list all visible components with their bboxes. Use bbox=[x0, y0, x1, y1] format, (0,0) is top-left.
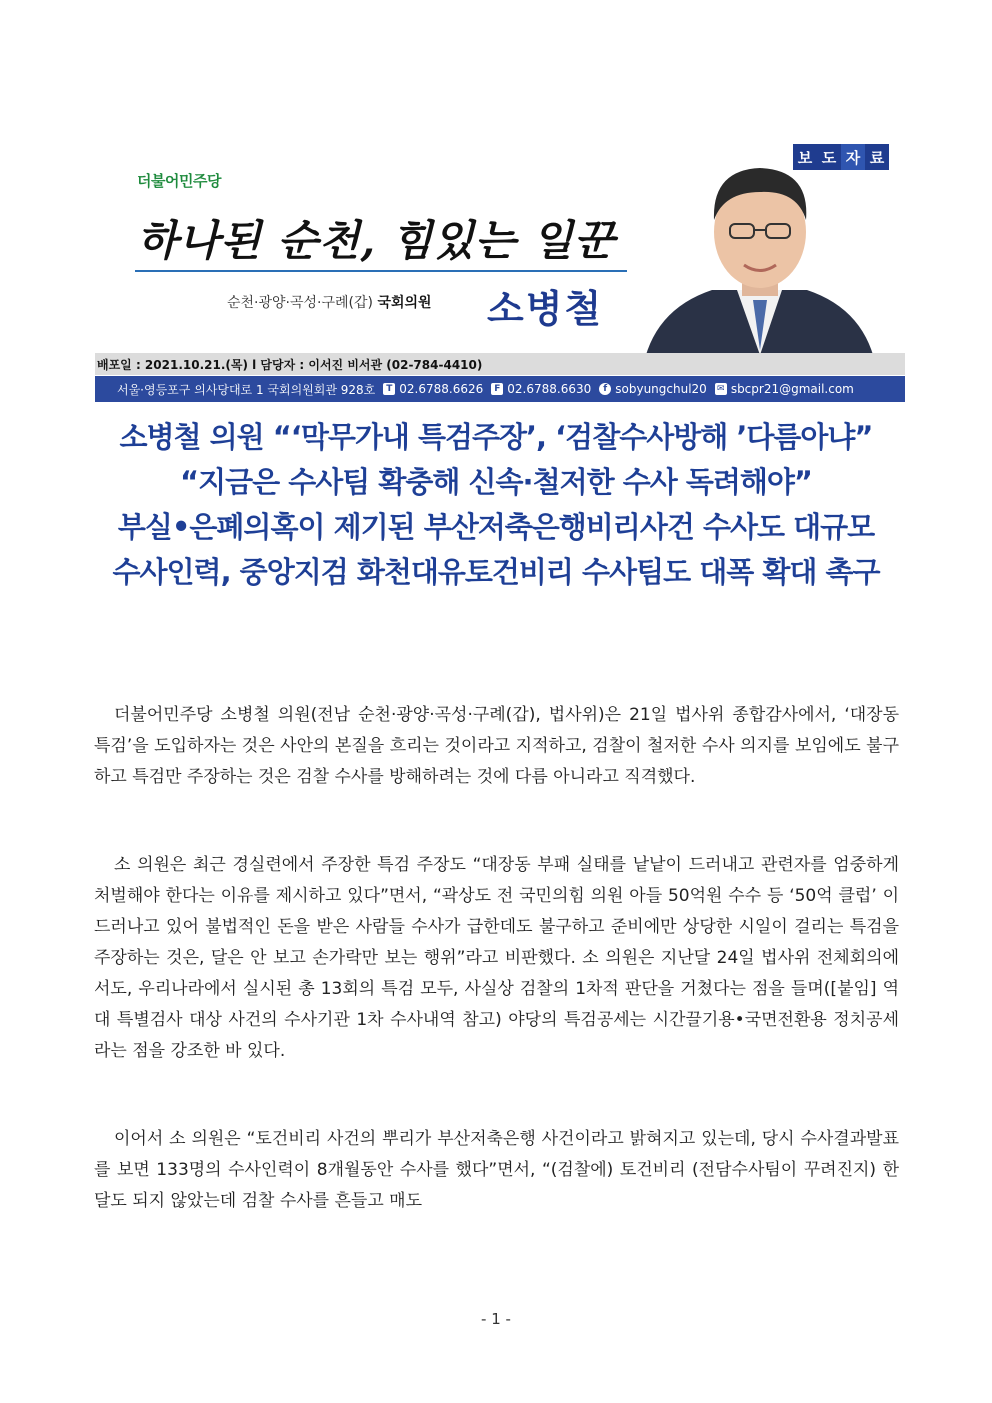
phone-icon: T bbox=[383, 383, 395, 395]
contact-bar bbox=[95, 376, 905, 402]
party-logo: 더불어민주당 bbox=[137, 172, 221, 190]
badge-char: 자 bbox=[841, 144, 865, 170]
paragraph: 소 의원은 최근 경실련에서 주장한 특검 주장도 “대장동 부패 실태를 낱낱이 드러내고 관련자를 엄중하게 처벌해야 한다는 이유를 제시하고 있다”면서, “곽상도 전 국민의힘 의원 아들 50억원 수수 등 ‘50억 클럽’ 이 드러나고 있어 불법적인 돈을 받은 사람들 수사가 급한데도 불구하고 준비에만 상당한 시일이 걸리는 특검을 주장하는 것은, 달은 안 보고 손가락만 보는 행위”라고 비판했다. 소 의원은 지난달 24일 법사위 전체회의에서도, 우리나라에서 실시된 총 13회의 특검 모두, 사실상 검찰의 1차적 판단을 거쳤다는 점을 들며([붙임] 역대 특별검사 대상 사건의 수사기관 1차 수사내역 참고) 야당의 특검공세는 시간끌기용•국면전환용 정치공세라는 점을 강조한 바 있다. bbox=[94, 855, 899, 1061]
slogan-underline bbox=[135, 270, 627, 272]
district-text: 순천·광양·곡성·구례(갑) bbox=[227, 295, 373, 311]
badge-char: 보 bbox=[793, 144, 817, 170]
facebook-icon: f bbox=[599, 383, 611, 395]
release-info: 배포일 : 2021.10.21.(목) l 담당자 : 이서진 비서관 (02-784-4410) bbox=[97, 357, 483, 372]
page-number: - 1 - bbox=[481, 1310, 511, 1328]
slogan: 하나된 순천, 힘있는 일꾼 bbox=[137, 216, 616, 265]
portrait-photo bbox=[632, 140, 887, 372]
paragraph: 이어서 소 의원은 “토건비리 사건의 뿌리가 부산저축은행 사건이라고 밝혀지고 있는데, 당시 수사결과발표를 보면 133명의 수사인력이 8개월동안 수사를 했다”면서, “(검찰에) 토건비리 (전담수사팀이 꾸려진지) 한 달도 되지 않았는데 검찰 수사를 흔들고 매도 bbox=[94, 1129, 899, 1211]
badge-char: 료 bbox=[865, 144, 889, 170]
fax-number: 02.6788.6630 bbox=[507, 382, 592, 396]
headline-line-3: 부실•은폐의혹이 제기된 부산저축은행비리사건 수사도 대규모 bbox=[117, 510, 875, 544]
district-label bbox=[227, 292, 432, 312]
lawmaker-name: 소병철 bbox=[487, 287, 604, 331]
mail-icon: ✉ bbox=[715, 383, 727, 395]
fax-icon: F bbox=[491, 383, 503, 395]
headline bbox=[60, 415, 932, 595]
role-text: 국회의원 bbox=[377, 295, 432, 311]
paragraph: 더불어민주당 소병철 의원(전남 순천·광양·곡성·구례(갑), 법사위)은 21일 법사위 종합감사에서, ‘대장동 특검’을 도입하자는 것은 사안의 본질을 흐리는 것이라고 지적하고, 검찰이 철저한 수사 의지를 보임에도 불구하고 특검만 주장하는 것은 검찰 수사를 방해하려는 것에 다름 아니라고 직격했다. bbox=[94, 705, 899, 787]
headline-line-4: 수사인력, 중앙지검 화천대유토건비리 수사팀도 대폭 확대 촉구 bbox=[112, 555, 880, 589]
phone-number: 02.6788.6626 bbox=[399, 382, 484, 396]
office-address: 서울·영등포구 의사당대로 1 국회의원회관 928호 bbox=[117, 382, 376, 397]
press-header bbox=[95, 140, 905, 402]
email-address[interactable]: sbcpr21@gmail.com bbox=[730, 382, 854, 396]
facebook-id[interactable]: sobyungchul20 bbox=[615, 382, 707, 396]
badge-char: 도 bbox=[817, 144, 841, 170]
article-body bbox=[94, 700, 899, 1217]
headline-line-1: 소병철 의원 “‘막무가내 특검주장’, ‘검찰수사방해 ’다름아냐” bbox=[119, 420, 873, 454]
headline-line-2: “지금은 수사팀 확충해 신속·철저한 수사 독려해야” bbox=[180, 465, 812, 499]
info-bar bbox=[95, 353, 905, 375]
